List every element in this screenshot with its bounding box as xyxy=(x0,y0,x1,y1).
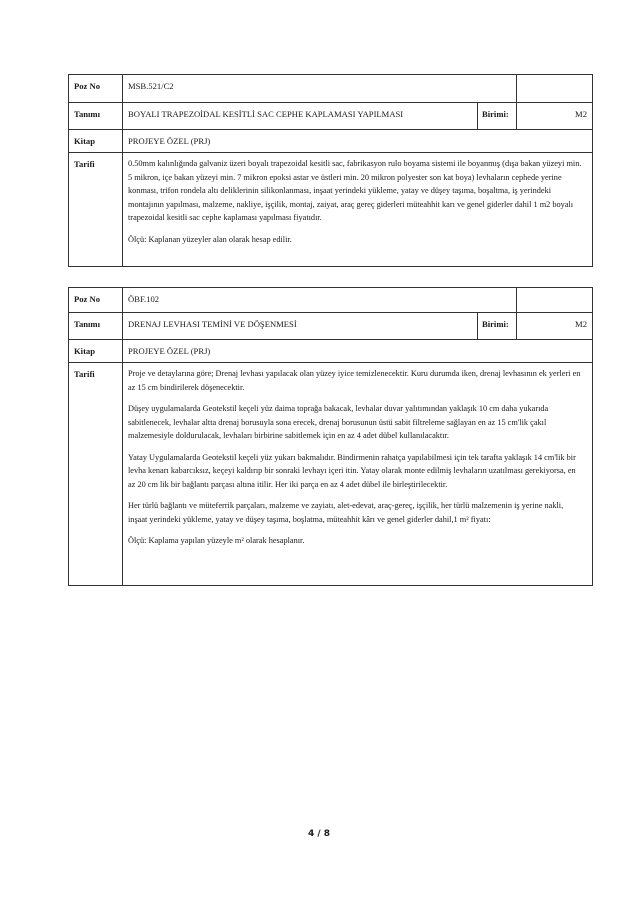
tanimi-label: Tanımı xyxy=(69,103,123,129)
tarifi-paragraph: 0.50mm kalınlığında galvaniz üzeri boyalı trapezoidal kesitli sac, fabrikasyon rulo boyama sistemi ile boyanmış (dışa bakan yüzeyi min. 5 mikron, içe bakan yüzeyi min. 7 mikron epoksi astar ve üstleri min. 20 mikron polyester son kat boya) levhaların cephede yerine konması, trifon rondela altı deliklerinin silikonlanması, inşaat yerindeki yükleme, yatay ve düşey taşıma, boşaltma, iş yerindeki montajının yapılması, malzeme, nakliye, işçilik, montaj, zaiyat, araç gereç giderleri müteahhit karı ve genel giderler dahil 1 m2 boyalı trapezoidal kesitli sac cephe kaplaması yapılması fiyatıdır. xyxy=(128,159,582,222)
tarifi-value xyxy=(123,363,592,585)
poz-no-label: Poz No xyxy=(69,75,123,102)
tanimi-row xyxy=(69,313,592,340)
tarifi-paragraph: Yatay Uygulamalarda Geotekstil keçeli yüz yukarı bakmalıdır. Bindirmenin rahatça yapılabilmesi için tek tarafta yaklaşık 14 cm'lik bir levha kenarı kabarcıksız, keçeyi kaldırıp bir sonraki levhayı içeri itin. Yatay olarak monte edilmiş levhaların uzatılması gerekiyorsa, en az 20 cm lik bir bağlantı parçası altına itilir. Her iki parça en az 4 adet dübel ile birleştirilecektir. xyxy=(128,452,576,489)
birimi-label: Birimi: xyxy=(477,313,516,339)
tarifi-row xyxy=(69,153,592,266)
tanimi-value: BOYALI TRAPEZOİDAL KESİTLİ SAC CEPHE KAPLAMASI YAPILMASI xyxy=(128,109,404,119)
tarifi-paragraph: Düşey uygulamalarda Geotekstil keçeli yüz daima toprağa bakacak, levhalar duvar yalıtımından yaklaşık 10 cm daha yukarıda sabitlenecek, levhalar altta drenaj borusuyla sona erecek, drenaj borusunun üstü sabit filtreleme sağlayan en az 15 cm'lik çakıl malzemesiyle doldurulacak, levhaları birbirine sabitlemek için en az 4 adet dübel kullanılacaktır. xyxy=(128,404,549,440)
kitap-label: Kitap xyxy=(69,130,123,152)
kitap-value: PROJEYE ÖZEL (PRJ) xyxy=(128,136,211,146)
empty-cell xyxy=(516,75,592,102)
empty-cell xyxy=(516,288,592,312)
poz-no-value: MSB.521/C2 xyxy=(128,81,174,91)
tarifi-label: Tarifi xyxy=(69,153,123,266)
poz-no-row xyxy=(69,75,592,103)
tanimi-label: Tanımı xyxy=(69,313,123,339)
kitap-row xyxy=(69,130,592,153)
tarifi-paragraph: Her türlü bağlantı ve müteferrik parçaları, malzeme ve zayiatı, alet-edevat, araç-gereç, işçilik, her türlü malzemenin iş yerine nakli, inşaat yerindeki yükleme, yatay ve düşey taşıma, boşlatma, müteahhit kârı ve genel giderler dahil,1 m² fiyatı: xyxy=(128,501,564,524)
item-card-1 xyxy=(68,74,593,267)
birimi-label: Birimi: xyxy=(477,103,516,129)
tarifi-paragraph: Ölçü: Kaplanan yüzeyler alan olarak hesap edilir. xyxy=(128,234,292,244)
poz-no-value: ÖBF.102 xyxy=(128,294,160,304)
tarifi-paragraph: Proje ve detaylarına göre; Drenaj levhası yapılacak olan yüzey iyice temizlenecektir. Kuru durumda iken, drenaj levhasının ek yerleri en az 15 cm bindirilerek döşenecektir. xyxy=(128,369,581,392)
tarifi-row xyxy=(69,363,592,585)
birimi-value: M2 xyxy=(516,103,592,129)
tanimi-row xyxy=(69,103,592,130)
tarifi-label: Tarifi xyxy=(69,363,123,585)
kitap-row xyxy=(69,340,592,363)
poz-no-label: Poz No xyxy=(69,288,123,312)
page-number: 4 / 8 xyxy=(307,829,331,839)
tarifi-paragraph: Ölçü: Kaplama yapılan yüzeyle m² olarak hesaplanır. xyxy=(128,536,305,545)
tanimi-value: DRENAJ LEVHASI TEMİNİ VE DÖŞENMESİ xyxy=(128,319,297,329)
poz-no-row xyxy=(69,288,592,313)
kitap-value: PROJEYE ÖZEL (PRJ) xyxy=(128,346,211,356)
tarifi-value xyxy=(123,153,592,266)
item-card-2 xyxy=(68,287,593,586)
kitap-label: Kitap xyxy=(69,340,123,362)
birimi-value: M2 xyxy=(516,313,592,339)
